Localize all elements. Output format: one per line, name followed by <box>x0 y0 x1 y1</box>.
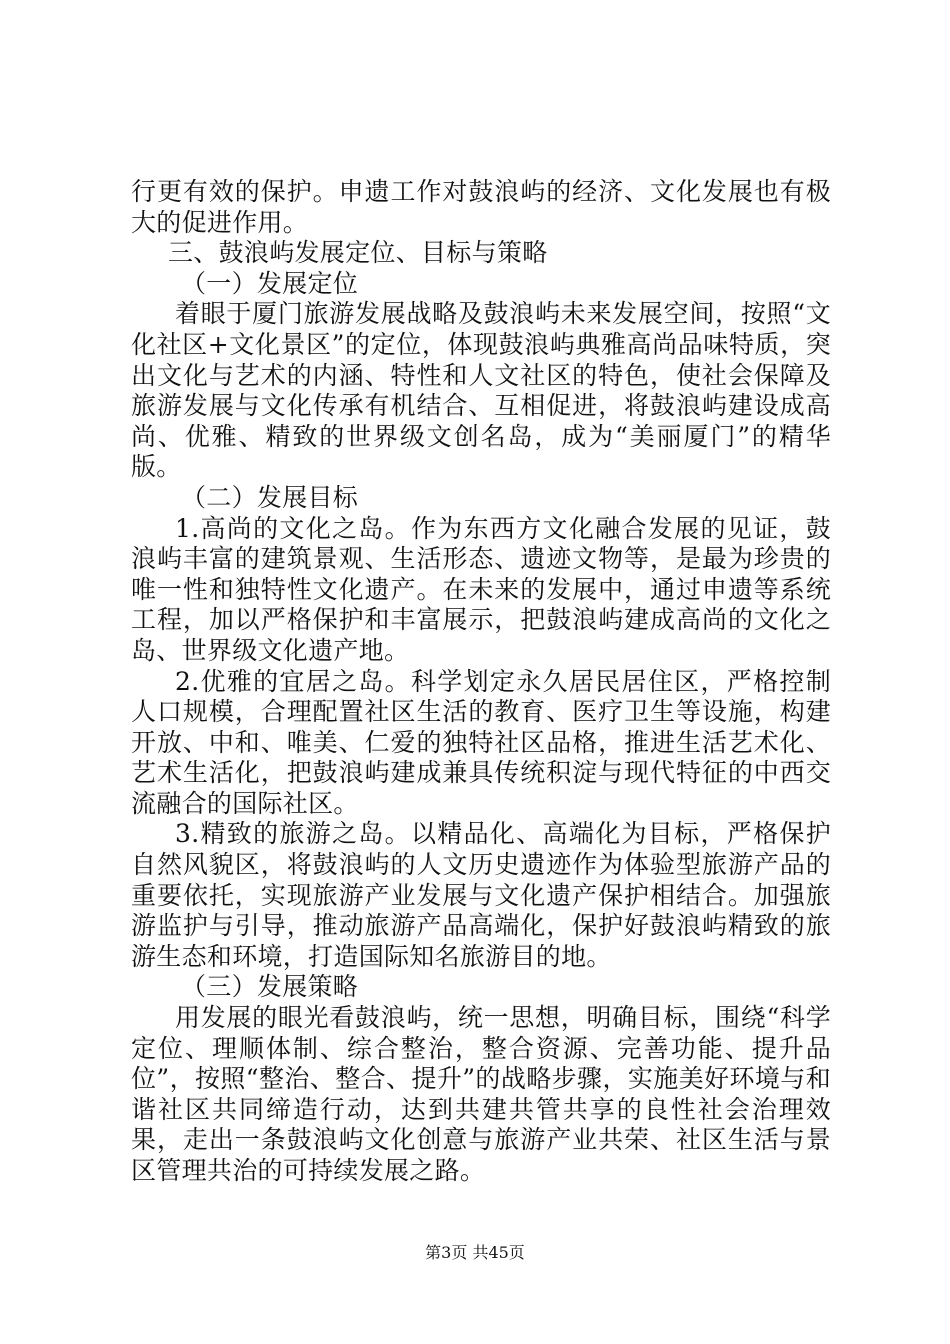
subheading-goals: （二）发展目标 <box>181 482 359 512</box>
paragraph-goal-3: 3.精致的旅游之岛。以精品化、高端化为目标，严格保护自然风貌区，将鼓浪屿的人文历史遗迹作为体验型旅游产品的重要依托，实现旅游产业发展与文化遗产保护相结合。加强旅游监护与引导，推动旅游产品高端化，保护好鼓浪屿精致的旅游生态和环境，打造国际知名旅游目的地。 <box>131 819 831 971</box>
subheading-strategy: （三）发展策略 <box>181 972 359 1002</box>
page-number-label: 第3页 共45页 <box>425 1243 525 1262</box>
paragraph-goal-2: 2.优雅的宜居之岛。科学划定永久居民居住区，严格控制人口规模，合理配置社区生活的教育、医疗卫生等设施，构建开放、中和、唯美、仁爱的独特社区品格，推进生活艺术化、艺术生活化，把鼓浪屿建成兼具传统积淀与现代特征的中西交流融合的国际社区。 <box>131 666 831 818</box>
paragraph-positioning: 着眼于厦门旅游发展战略及鼓浪屿未来发展空间，按照“文化社区+文化景区”的定位，体现鼓浪屿典雅高尚品味特质，突出文化与艺术的内涵、特性和人文社区的特色，使社会保障及旅游发展与文化传承有机结合、互相促进，将鼓浪屿建设成高尚、优雅、精致的世界级文创名岛，成为“美丽厦门”的精华版。 <box>131 299 831 482</box>
paragraph-continuation: 行更有效的保护。申遗工作对鼓浪屿的经济、文化发展也有极大的促进作用。 <box>131 177 831 237</box>
paragraph-goal-1: 1.高尚的文化之岛。作为东西方文化融合发展的见证，鼓浪屿丰富的建筑景观、生活形态、遗迹文物等，是最为珍贵的唯一性和独特性文化遗产。在未来的发展中，通过申遗等系统工程，加以严格保护和丰富展示，把鼓浪屿建成高尚的文化之岛、世界级文化遗产地。 <box>131 513 831 665</box>
paragraph-strategy: 用发展的眼光看鼓浪屿，统一思想，明确目标，围绕“科学定位、理顺体制、综合整治，整合资源、完善功能、提升品位”，按照“整治、整合、提升”的战略步骤，实施美好环境与和谐社区共同缔造行动，达到共建共管共享的良性社会治理效果，走出一条鼓浪屿文化创意与旅游产业共荣、社区生活与景区管理共治的可持续发展之路。 <box>131 1003 831 1185</box>
subheading-positioning: （一）发展定位 <box>181 268 359 298</box>
section-heading-3: 三、鼓浪屿发展定位、目标与策略 <box>168 238 548 268</box>
page-footer <box>0 1243 950 1263</box>
document-body <box>131 177 831 1187</box>
